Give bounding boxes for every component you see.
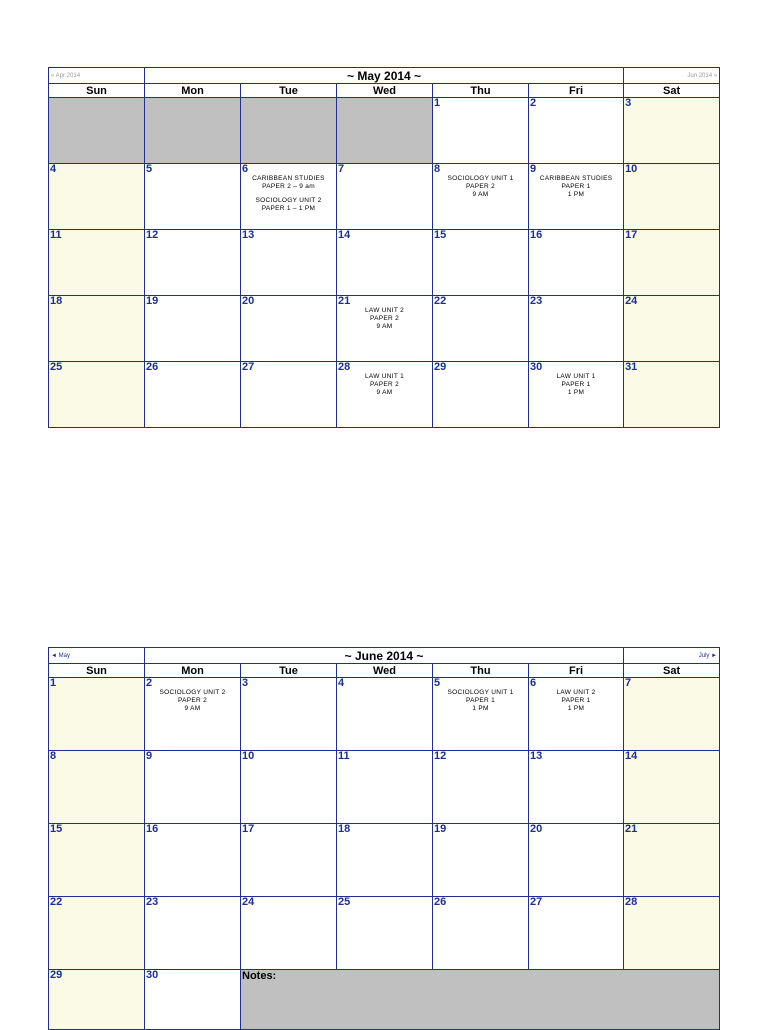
event-text-line: PAPER 1 — [561, 183, 591, 190]
event-text-line: LAW UNIT 1 — [364, 373, 405, 380]
day-number: 13 — [530, 750, 543, 762]
day-number: 27 — [242, 361, 255, 373]
month-title: ~ June 2014 ~ — [145, 648, 624, 664]
exam-event — [529, 373, 623, 397]
day-number: 12 — [434, 750, 447, 762]
weekday-header-fri: Fri — [529, 664, 624, 678]
day-cell — [624, 678, 720, 751]
exam-event — [145, 689, 240, 713]
day-number: 16 — [146, 823, 159, 835]
day-number: 25 — [338, 896, 351, 908]
day-number: 30 — [530, 361, 543, 373]
day-number: 5 — [434, 677, 441, 689]
day-number: 21 — [625, 823, 638, 835]
weekday-header-thu: Thu — [433, 664, 529, 678]
day-cell — [145, 678, 241, 751]
prev-month-link[interactable]: « Apr 2014 — [49, 68, 145, 84]
day-cell — [241, 230, 337, 296]
day-number: 11 — [338, 750, 350, 762]
exam-event — [337, 307, 432, 331]
day-number: 30 — [146, 969, 159, 981]
next-month-link[interactable]: July ► — [624, 648, 720, 664]
day-number: 13 — [242, 229, 255, 241]
day-number: 14 — [338, 229, 351, 241]
day-cell — [433, 296, 529, 362]
day-number: 23 — [146, 896, 159, 908]
day-number: 7 — [338, 163, 345, 175]
event-text-line: CARIBBEAN STUDIES — [252, 175, 325, 182]
day-number: 5 — [146, 163, 153, 175]
june-calendar — [48, 647, 720, 1030]
may-calendar — [48, 67, 720, 428]
day-cell — [529, 678, 624, 751]
weekday-header-sat: Sat — [624, 84, 720, 98]
day-cell — [337, 824, 433, 897]
day-cell — [433, 824, 529, 897]
day-cell — [433, 98, 529, 164]
week-row — [49, 230, 720, 296]
day-cell — [145, 362, 241, 428]
day-cell — [49, 824, 145, 897]
day-cell — [624, 164, 720, 230]
day-number: 31 — [625, 361, 638, 373]
day-number: 3 — [625, 97, 632, 109]
empty-day-cell — [49, 98, 145, 164]
event-text-line: 1 PM — [567, 191, 585, 198]
day-number: 28 — [338, 361, 351, 373]
day-cell — [624, 98, 720, 164]
weekday-header-mon: Mon — [145, 664, 241, 678]
exam-event — [241, 197, 336, 213]
event-text-line: 9 AM — [184, 705, 201, 712]
day-cell — [624, 230, 720, 296]
day-cell — [337, 164, 433, 230]
day-cell — [433, 230, 529, 296]
event-text-line: PAPER 2 — [369, 315, 400, 322]
exam-event — [241, 175, 336, 191]
day-number: 10 — [625, 163, 638, 175]
event-text-line: 9 AM — [376, 323, 393, 330]
week-row — [49, 970, 720, 1030]
day-number: 6 — [242, 163, 249, 175]
day-cell — [145, 230, 241, 296]
day-cell — [49, 970, 145, 1030]
day-cell — [433, 362, 529, 428]
day-cell — [241, 678, 337, 751]
week-row — [49, 164, 720, 230]
day-number: 4 — [50, 163, 57, 175]
day-cell — [433, 751, 529, 824]
week-row — [49, 824, 720, 897]
day-cell — [337, 362, 433, 428]
day-cell — [529, 98, 624, 164]
day-number: 1 — [434, 97, 441, 109]
event-text-line: SOCIOLOGY UNIT 1 — [447, 175, 514, 182]
day-number: 8 — [434, 163, 441, 175]
event-text-line: SOCIOLOGY UNIT 2 — [159, 689, 226, 696]
exam-event — [433, 175, 528, 199]
event-text-line: PAPER 1 — [561, 697, 591, 704]
exam-event — [337, 373, 432, 397]
day-cell — [529, 751, 624, 824]
weekday-header-sat: Sat — [624, 664, 720, 678]
exam-event — [529, 175, 623, 199]
day-number: 22 — [50, 896, 63, 908]
notes-label: Notes: — [242, 970, 277, 982]
day-number: 18 — [50, 295, 63, 307]
weekday-header-mon: Mon — [145, 84, 241, 98]
event-text-line: PAPER 2 — [369, 381, 400, 388]
day-number: 15 — [434, 229, 447, 241]
day-number: 2 — [530, 97, 537, 109]
day-number: 10 — [242, 750, 255, 762]
week-row — [49, 678, 720, 751]
event-text-line: PAPER 1 — [561, 381, 591, 388]
weekday-header-wed: Wed — [337, 664, 433, 678]
day-number: 26 — [434, 896, 447, 908]
day-cell — [49, 164, 145, 230]
day-number: 27 — [530, 896, 543, 908]
day-number: 7 — [625, 677, 632, 689]
day-cell — [241, 164, 337, 230]
day-cell — [624, 897, 720, 970]
day-cell — [145, 751, 241, 824]
event-text-line: PAPER 1 – 1 PM — [261, 205, 316, 212]
event-text-line: PAPER 2 — [177, 697, 208, 704]
day-cell — [529, 897, 624, 970]
day-number: 3 — [242, 677, 249, 689]
weekday-header-sun: Sun — [49, 664, 145, 678]
day-cell — [433, 164, 529, 230]
event-text-line: 9 AM — [472, 191, 489, 198]
day-cell — [49, 678, 145, 751]
day-number: 6 — [530, 677, 537, 689]
day-cell — [433, 897, 529, 970]
day-number: 12 — [146, 229, 159, 241]
weekday-header-fri: Fri — [529, 84, 624, 98]
day-number: 21 — [338, 295, 351, 307]
weekday-header-sun: Sun — [49, 84, 145, 98]
weekday-header-wed: Wed — [337, 84, 433, 98]
event-text-line: LAW UNIT 1 — [556, 373, 596, 380]
month-title: ~ May 2014 ~ — [145, 68, 624, 84]
day-cell — [49, 362, 145, 428]
event-text-line: SOCIOLOGY UNIT 2 — [255, 197, 322, 204]
day-number: 19 — [434, 823, 447, 835]
day-cell — [49, 296, 145, 362]
day-cell — [145, 296, 241, 362]
empty-day-cell — [241, 98, 337, 164]
prev-month-link[interactable]: ◄ May — [49, 648, 145, 664]
day-number: 16 — [530, 229, 543, 241]
event-text-line: PAPER 1 — [465, 697, 496, 704]
empty-day-cell — [337, 98, 433, 164]
day-number: 20 — [242, 295, 255, 307]
event-text-line: 1 PM — [472, 705, 489, 712]
event-text-line: 9 AM — [376, 389, 393, 396]
event-text-line: PAPER 2 — [465, 183, 496, 190]
day-number: 4 — [338, 677, 345, 689]
day-cell — [624, 296, 720, 362]
day-cell — [529, 164, 624, 230]
day-number: 2 — [146, 677, 153, 689]
week-row — [49, 98, 720, 164]
day-cell — [241, 897, 337, 970]
day-number: 29 — [434, 361, 447, 373]
weekday-header-thu: Thu — [433, 84, 529, 98]
next-month-link[interactable]: Jun 2014 » — [624, 68, 720, 84]
day-cell — [337, 751, 433, 824]
week-row — [49, 897, 720, 970]
day-number: 23 — [530, 295, 543, 307]
event-text-line: CARIBBEAN STUDIES — [539, 175, 613, 182]
event-text-line: PAPER 2 – 9 am — [262, 183, 315, 190]
day-cell — [145, 897, 241, 970]
day-number: 24 — [242, 896, 255, 908]
day-cell — [624, 824, 720, 897]
week-row — [49, 362, 720, 428]
weekday-header-tue: Tue — [241, 664, 337, 678]
day-number: 22 — [434, 295, 447, 307]
day-cell — [145, 164, 241, 230]
event-text-line: LAW UNIT 2 — [556, 689, 596, 696]
day-number: 14 — [625, 750, 638, 762]
day-cell — [241, 362, 337, 428]
notes-area — [241, 970, 720, 1030]
week-row — [49, 751, 720, 824]
empty-day-cell — [145, 98, 241, 164]
exam-event — [433, 689, 528, 713]
day-cell — [145, 824, 241, 897]
event-text-line: SOCIOLOGY UNIT 1 — [447, 689, 514, 696]
day-cell — [529, 824, 624, 897]
day-number: 11 — [50, 229, 62, 241]
event-text-line: 1 PM — [567, 389, 585, 396]
day-cell — [529, 296, 624, 362]
day-cell — [624, 362, 720, 428]
day-cell — [49, 897, 145, 970]
day-number: 1 — [50, 677, 57, 689]
day-cell — [241, 751, 337, 824]
day-cell — [529, 230, 624, 296]
day-number: 20 — [530, 823, 543, 835]
day-cell — [145, 970, 241, 1030]
day-number: 24 — [625, 295, 638, 307]
day-cell — [337, 897, 433, 970]
day-number: 25 — [50, 361, 63, 373]
day-cell — [433, 678, 529, 751]
event-text-line: 1 PM — [567, 705, 585, 712]
day-cell — [624, 751, 720, 824]
day-number: 18 — [338, 823, 351, 835]
exam-event — [529, 689, 623, 713]
day-number: 9 — [530, 163, 537, 175]
day-cell — [529, 362, 624, 428]
day-number: 15 — [50, 823, 63, 835]
day-cell — [337, 296, 433, 362]
day-cell — [337, 230, 433, 296]
day-number: 17 — [242, 823, 255, 835]
day-number: 8 — [50, 750, 57, 762]
day-number: 28 — [625, 896, 638, 908]
day-cell — [241, 824, 337, 897]
day-number: 9 — [146, 750, 153, 762]
day-cell — [49, 230, 145, 296]
day-number: 26 — [146, 361, 159, 373]
day-number: 17 — [625, 229, 638, 241]
weekday-header-tue: Tue — [241, 84, 337, 98]
day-number: 19 — [146, 295, 159, 307]
event-text-line: LAW UNIT 2 — [364, 307, 405, 314]
day-cell — [241, 296, 337, 362]
day-number: 29 — [50, 969, 63, 981]
day-cell — [49, 751, 145, 824]
week-row — [49, 296, 720, 362]
day-cell — [337, 678, 433, 751]
